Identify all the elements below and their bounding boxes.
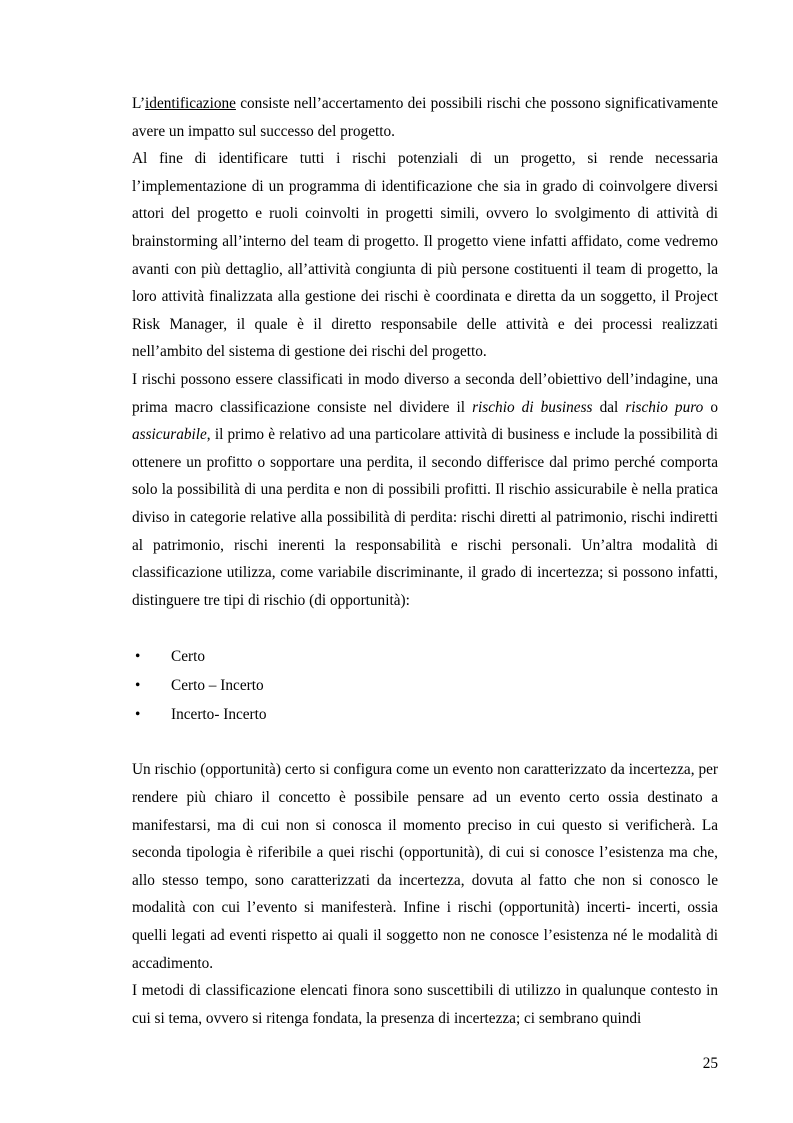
text-run: o (703, 398, 718, 416)
paragraph-brainstorming: Al fine di identificare tutti i rischi potenziali di un progetto, si rende necessaria l’implementazione di un programma di identificazione che sia in grado di coinvolgere diversi attori del progetto e ruoli coinvolti in progetti simili, ovvero lo svolgimento di attività di brainstorming all’interno del team di progetto. Il progetto viene infatti affidato, come vedremo avanti con più dettaglio, all’attività congiunta di più persone costituenti il team di progetto, la loro attività finalizzata alla gestione dei rischi è coordinata e diretta da un soggetto, il Project Risk Manager, il quale è il diretto responsabile delle attività e dei processi realizzati nell’ambito del sistema di gestione dei rischi del progetto. (132, 150, 718, 361)
text-run: , il primo è relativo ad una particolare attività di business e include la possibilità di ottenere un profitto o sopportare una perdita, il secondo differisce dal primo perché comporta solo la possibilità di una perdita e non di possibili profitti. Il rischio assicurabile è nella pratica diviso in categorie relative alla possibilità di perdita: rischi diretti al patrimonio, rischi indiretti al patrimonio, rischi inerenti la responsabilità e rischi personali. Un’altra modalità di classificazione utilizza, come variabile discriminante, il grado di incertezza; si possono infatti, distinguere tre tipi di rischio (di opportunità): (132, 426, 718, 609)
list-item (132, 642, 718, 671)
list-item (132, 700, 718, 729)
italic-term: rischio di business (472, 398, 593, 416)
risk-type-list (132, 642, 718, 729)
paragraph-identification (132, 90, 718, 145)
bullet-icon: • (135, 647, 141, 665)
body-text (132, 90, 718, 1032)
text-run: dal (592, 398, 626, 416)
paragraph-classification (132, 366, 718, 614)
list-item-label: Certo (171, 647, 205, 665)
text-run: consiste nell’accertamento dei possibili rischi che possono significativamente avere un impatto sul successo del progetto. (132, 95, 718, 140)
paragraph-methods: I metodi di classificazione elencati finora sono suscettibili di utilizzo in qualunque contesto in cui si tema, ovvero si ritenga fondata, la presenza di incertezza; ci sembrano quindi (132, 982, 718, 1027)
list-item-label: Certo – Incerto (171, 676, 264, 694)
page-number: 25 (702, 1055, 718, 1072)
paragraph-risk-types: Un rischio (opportunità) certo si configura come un evento non caratterizzato da incertezza, per rendere più chiaro il concetto è possibile pensare ad un evento certo ossia destinato a manifestarsi, ma di cui non si conosca il momento preciso in cui questo si verificherà. La seconda tipologia è riferibile a quei rischi (opportunità), di cui si conosce l’esistenza ma che, allo stesso tempo, sono caratterizzati da incertezza, dovuta al fatto che non si conosco le modalità con cui l’evento si manifesterà. Infine i rischi (opportunità) incerti- incerti, ossia quelli legati ad eventi rispetto ai quali il soggetto non ne conosce l’esistenza né le modalità di accadimento. (132, 761, 718, 972)
text-run: L’ (132, 95, 146, 112)
italic-term: assicurabile (132, 426, 207, 444)
list-item-label: Incerto- Incerto (171, 705, 267, 723)
bullet-icon: • (135, 676, 141, 694)
text-run: I rischi possono essere classificati in modo diverso a seconda dell’obiettivo dell’indagine, una prima macro classificazione consiste nel dividere il (132, 370, 718, 416)
italic-term: rischio puro (625, 398, 704, 416)
list-item (132, 671, 718, 700)
bullet-icon: • (135, 705, 141, 723)
underlined-term: identificazione (145, 95, 236, 112)
